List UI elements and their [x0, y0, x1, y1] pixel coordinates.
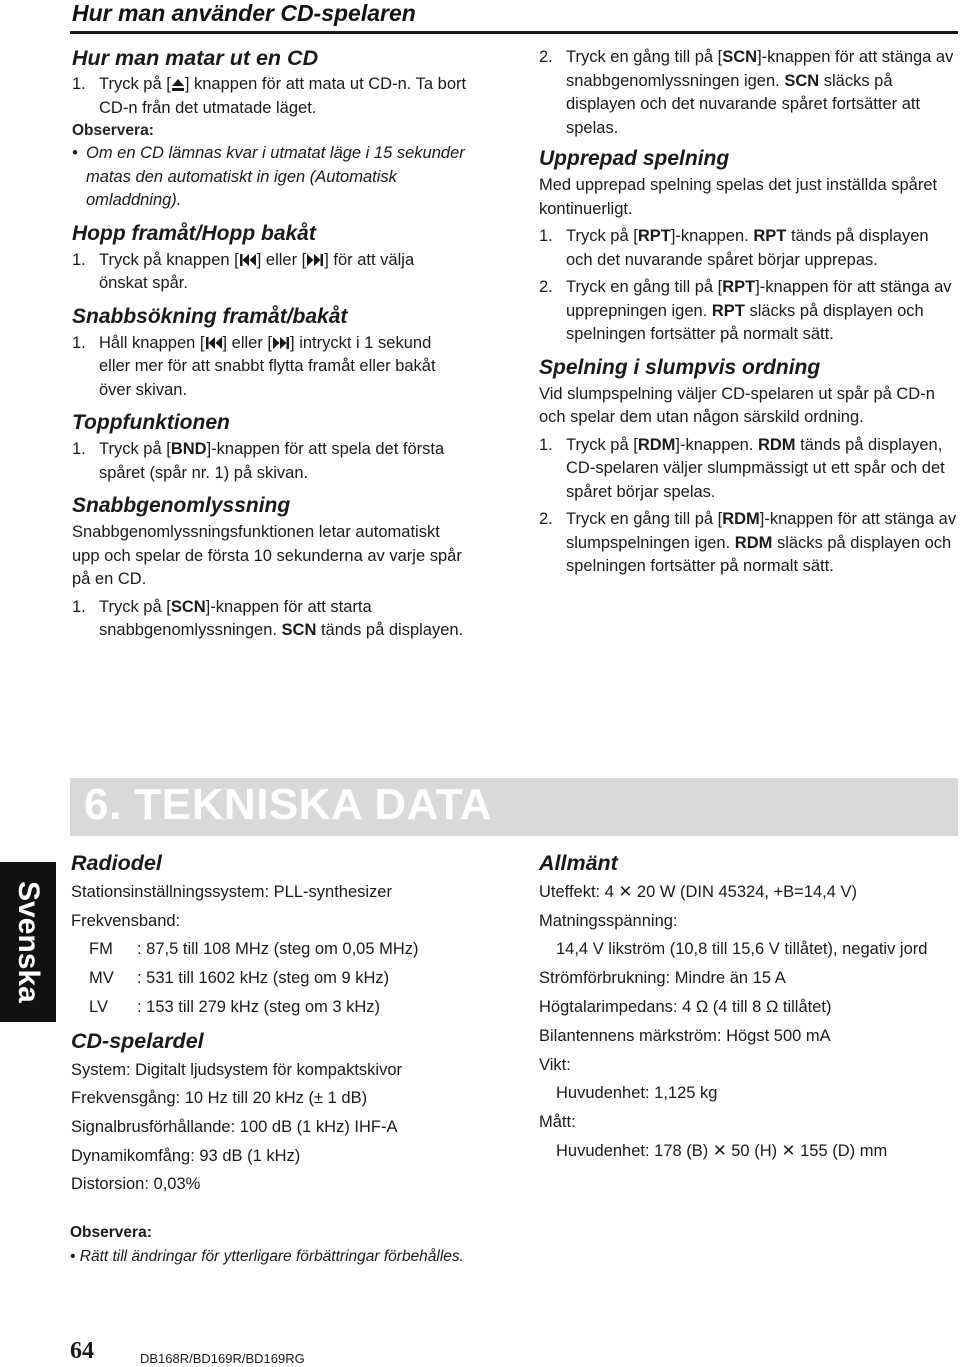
- page-number: 64: [70, 1338, 94, 1364]
- general-weight-value: Huvudenhet: 1,125 kg: [556, 1084, 718, 1103]
- general-antenna: Bilantennens märkström: Högst 500 mA: [539, 1026, 831, 1045]
- general-dims-value: Huvudenhet: 178 (B) ✕ 50 (H) ✕ 155 (D) mm: [556, 1141, 888, 1160]
- general-output: Uteffekt: 4 ✕ 20 W (DIN 45324, +B=14,4 V): [539, 883, 858, 901]
- scan-step-1: 1. Tryck på [SCN]-knappen för att starta snabbgenomlyssningen. SCN tänds på displayen.: [72, 597, 464, 639]
- step-number: 1.: [72, 75, 86, 93]
- cd-heading: CD-spelardel: [71, 1028, 204, 1053]
- cd-line: Dynamikomfång: 93 dB (1 kHz): [71, 1146, 301, 1165]
- cd-line: Frekvensgång: 10 Hz till 20 kHz (± 1 dB): [71, 1089, 368, 1108]
- section-title: 6. TEKNISKA DATA: [84, 780, 493, 829]
- header-rule: [70, 31, 958, 34]
- radio-line-1: Stationsinställningssystem: PLL-synthesizer: [71, 883, 392, 901]
- radio-heading: Radiodel: [71, 851, 162, 875]
- general-dims-label: Mått:: [539, 1112, 576, 1131]
- general-supply-label: Matningsspänning:: [539, 911, 678, 930]
- general-impedance: Högtalarimpedans: 4 Ω (4 till 8 Ω tillåtet): [539, 998, 832, 1017]
- skip-forward-icon: [306, 253, 324, 267]
- search-step-1: 1. Håll knappen [ ] eller [ ] intryckt i 1 sekund eller mer för att snabbt flytta framåt eller bakåt över skivan.: [72, 333, 436, 399]
- top-step-1: 1. Tryck på [BND]-knappen för att spela det första spåret (spår nr. 1) på skivan.: [72, 440, 445, 482]
- search-heading: Snabbsökning framåt/bakåt: [72, 304, 348, 328]
- skip-step-1: 1. Tryck på knappen [ ] eller [ ] för att välja önskat spår.: [72, 250, 415, 292]
- scan-heading: Snabbgenomlyssning: [72, 494, 291, 517]
- right-column: [539, 46, 957, 579]
- cd-line: Signalbrusförhållande: 100 dB (1 kHz) IHF-A: [71, 1117, 398, 1136]
- scan-step-2: 2. Tryck en gång till på [SCN]-knappen för att stänga av snabbgenomlyssningen igen. SCN släcks på displayen och det nuvarande spåret fortsätter att spelas.: [539, 48, 954, 137]
- fast-forward-icon: [272, 336, 290, 350]
- random-step-2: 2. Tryck en gång till på [RDM]-knappen för att stänga av slumpspelningen igen. RDM släcks på displayen och spelningen fortsätter på normalt sätt.: [539, 510, 957, 575]
- skip-back-icon: [239, 253, 257, 267]
- skip-heading: Hopp framåt/Hopp bakåt: [72, 221, 316, 245]
- eject-step-1: 1. Tryck på [ ] knappen för att mata ut CD-n. Ta bort CD-n från det utmatade läget.: [72, 75, 467, 117]
- general-weight-label: Vikt:: [539, 1055, 571, 1074]
- repeat-step-1: 1. Tryck på [RPT]-knappen. RPT tänds på displayen och det nuvarande spåret börjar upprepas.: [539, 227, 929, 269]
- general-supply-value: 14,4 V likström (10,8 till 15,6 V tillåtet), negativ jord: [556, 940, 928, 959]
- band-row-mv: MV : 531 till 1602 kHz (steg om 9 kHz): [89, 969, 390, 988]
- band-row-lv: LV : 153 till 279 kHz (steg om 3 kHz): [89, 997, 381, 1016]
- random-heading: Spelning i slumpvis ordning: [539, 355, 821, 379]
- general-heading: Allmänt: [539, 851, 618, 875]
- random-intro: Vid slumpspelning väljer CD-spelaren ut spår på CD-n och spelar dem utan någon särskild ordning.: [539, 384, 935, 426]
- language-tab-label: Svenska: [12, 881, 45, 1003]
- eject-icon: [171, 78, 185, 92]
- general-consumption: Strömförbrukning: Mindre än 15 A: [539, 969, 786, 988]
- repeat-intro: Med upprepad spelning spelas det just inställda spåret kontinuerligt.: [539, 176, 938, 218]
- footer-note-label: Observera:: [70, 1224, 152, 1241]
- radio-line-2: Frekvensband:: [71, 911, 181, 930]
- left-column: [72, 43, 467, 643]
- repeat-heading: Upprepad spelning: [539, 147, 730, 170]
- eject-note: • Om en CD lämnas kvar i utmatat läge i 15 sekunder matas den automatiskt in igen (Automatisk omladdning).: [72, 144, 465, 209]
- page-header-title: Hur man använder CD-spelaren: [72, 0, 416, 26]
- random-step-1: 1. Tryck på [RDM]-knappen. RDM tänds på displayen, CD-spelaren väljer slumpmässigt ut ett spår och det spåret börjar spelas.: [539, 435, 945, 501]
- rewind-icon: [205, 336, 223, 350]
- specs-left: [71, 848, 511, 1199]
- footer-note: • Rätt till ändringar för ytterligare förbättringar förbehålles.: [70, 1248, 464, 1265]
- model-number: DB168R/BD169R/BD169RG: [140, 1351, 305, 1366]
- cd-line: Distorsion: 0,03%: [71, 1175, 201, 1194]
- cd-line: System: Digitalt ljudsystem för kompaktskivor: [71, 1060, 403, 1079]
- eject-heading: Hur man matar ut en CD: [72, 46, 319, 70]
- scan-intro: Snabbgenomlyssningsfunktionen letar automatiskt upp och spelar de första 10 sekunderna av varje spår på en CD.: [72, 523, 462, 588]
- band-row-fm: FM : 87,5 till 108 MHz (steg om 0,05 MHz): [89, 940, 419, 959]
- repeat-step-2: 2. Tryck en gång till på [RPT]-knappen för att stänga av upprepningen igen. RPT släcks på displayen och spelningen fortsätter på normalt sätt.: [539, 278, 952, 343]
- specs-right: [539, 848, 957, 1165]
- eject-note-label: Observera:: [72, 122, 154, 139]
- top-heading: Toppfunktionen: [72, 411, 230, 434]
